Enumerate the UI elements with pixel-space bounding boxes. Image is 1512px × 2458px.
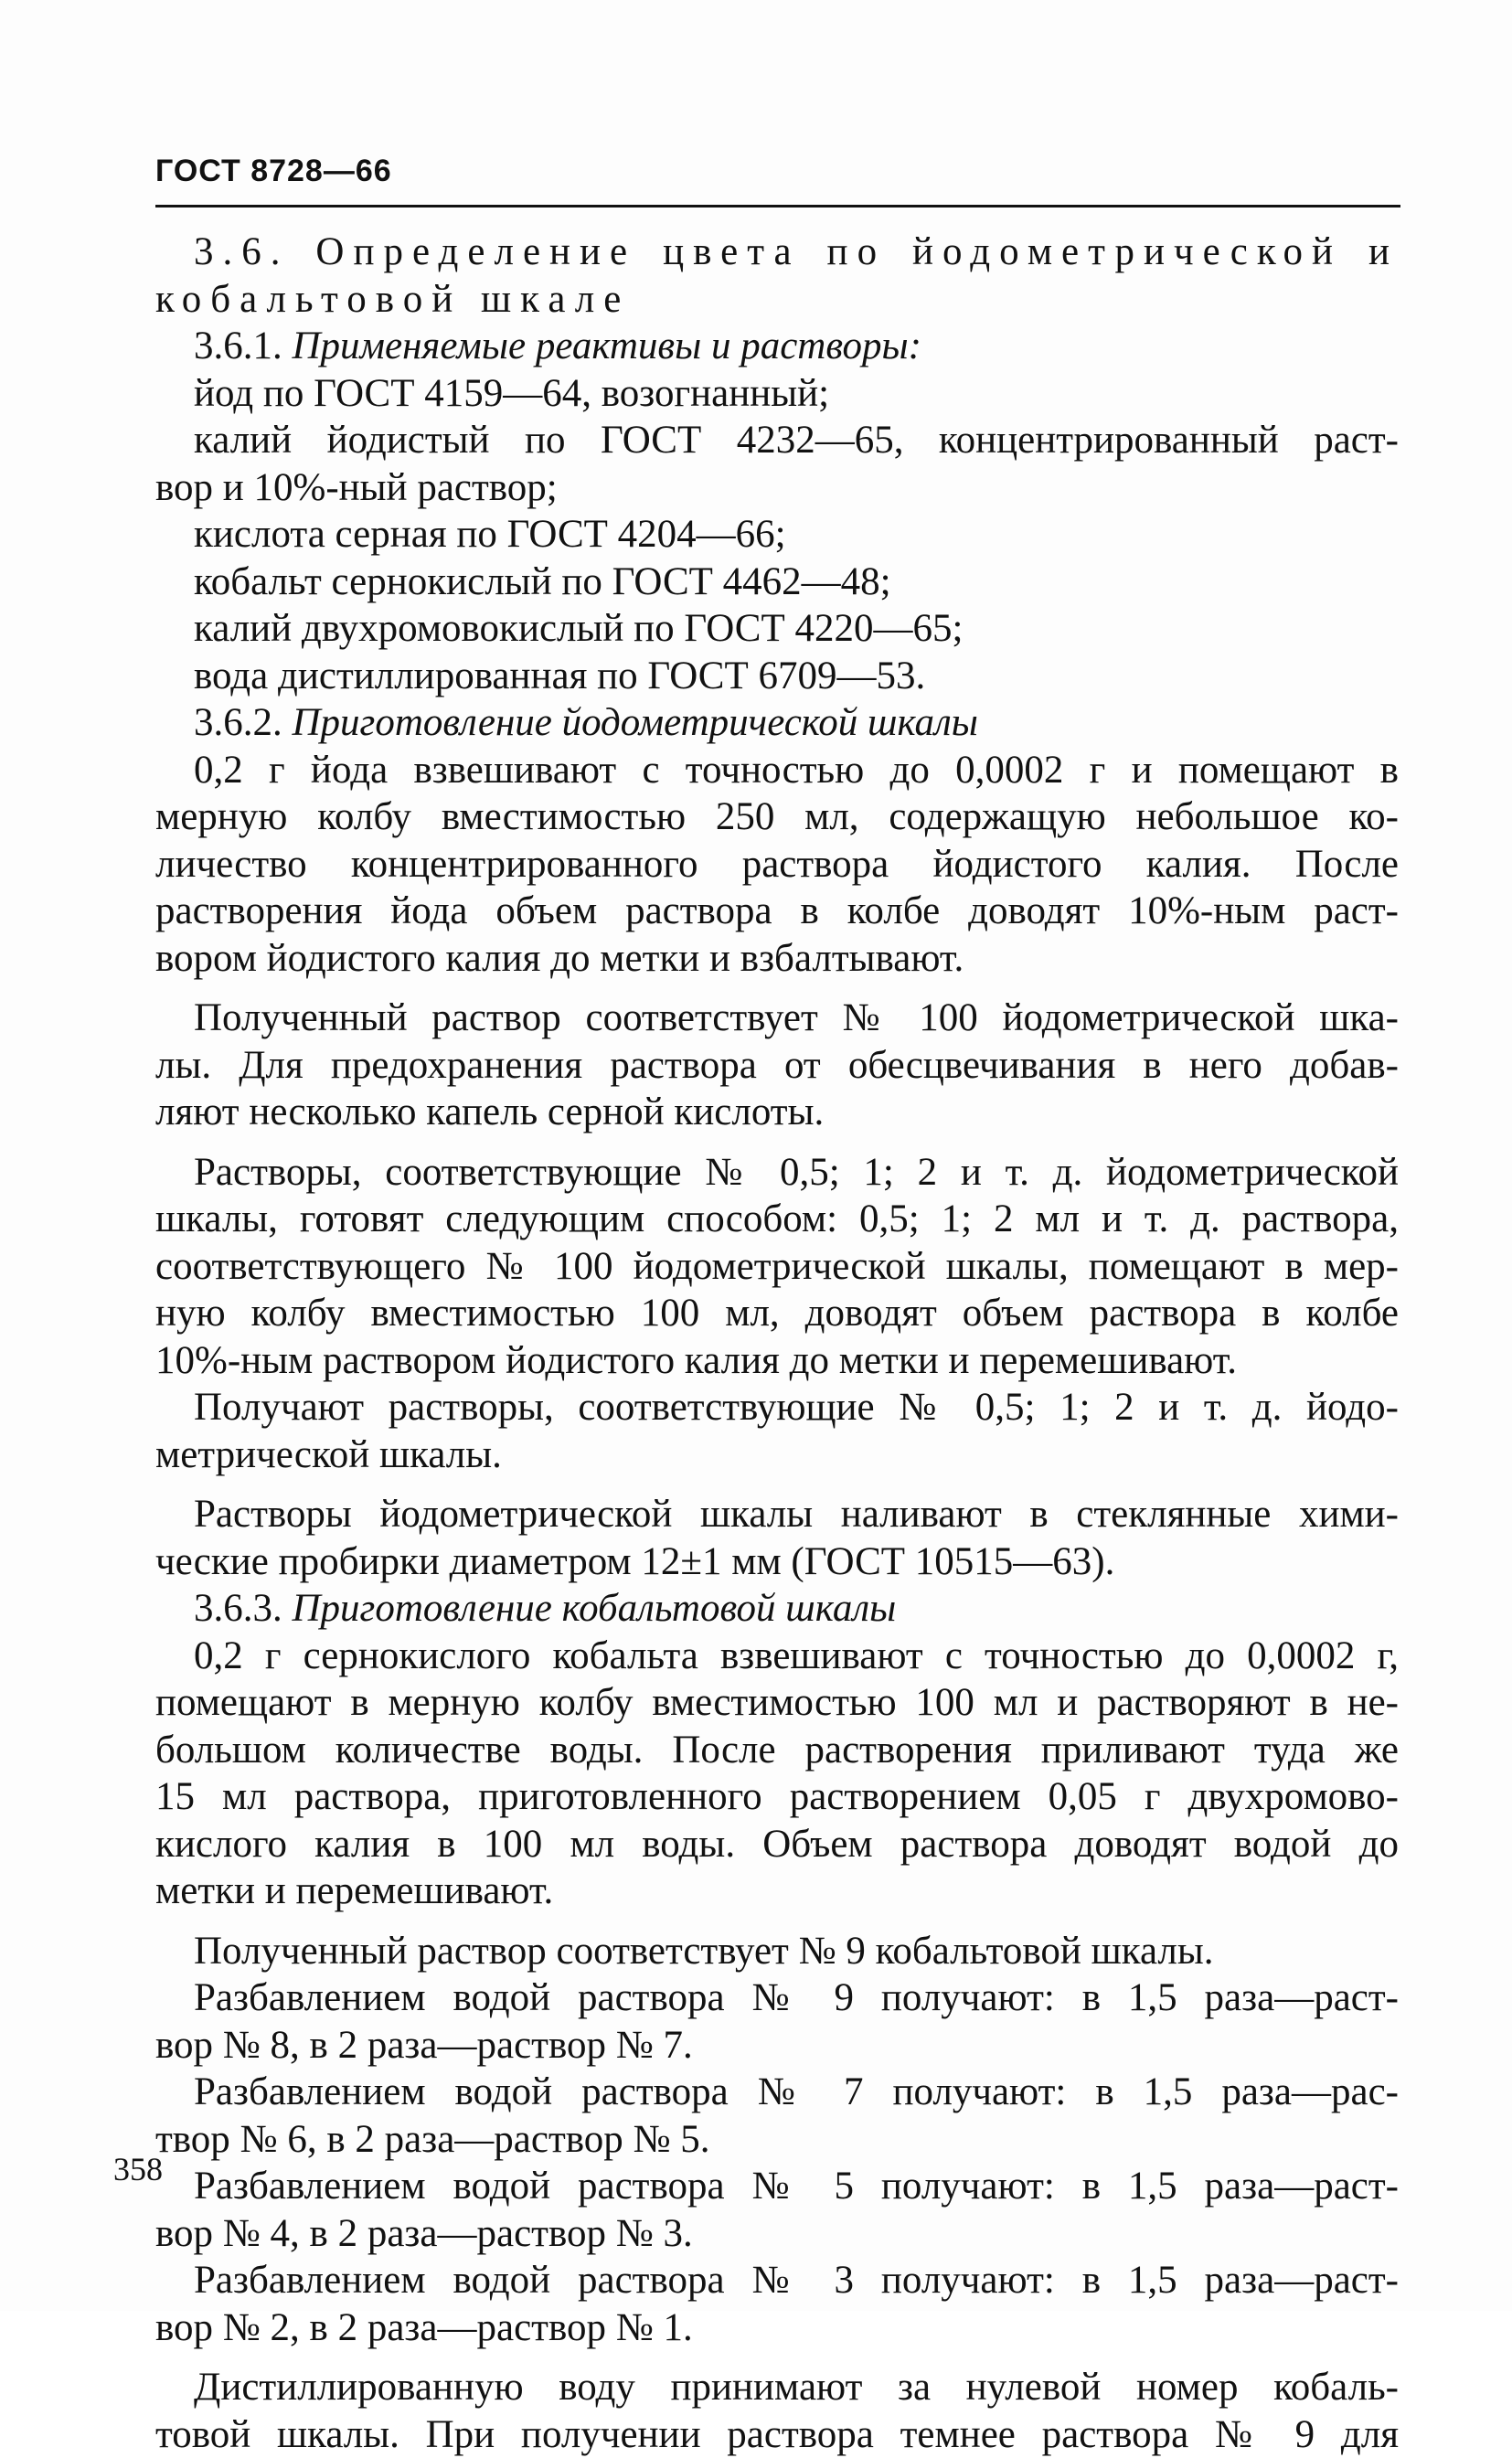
text-line: [155, 2364, 1399, 2411]
text-line-content: метрической шкалы.: [155, 1433, 502, 1476]
text-line-content: вором йодистого калия до метки и взбалтывают.: [155, 937, 964, 980]
text-line-content: большом количестве воды. После растворения приливают туда же: [155, 1729, 1399, 1772]
text-line-content: калий йодистый по ГОСТ 4232—65, концентрированный раст-: [194, 419, 1399, 462]
text-line: [155, 1928, 1399, 1975]
text-line-content: 0,2 г йода взвешивают с точностью до 0,0002 г и помещают в: [194, 749, 1399, 792]
text-line: [155, 370, 1399, 418]
text-line-content: вода дистиллированная по ГОСТ 6709—53.: [194, 654, 925, 697]
text-line: [155, 2304, 1399, 2352]
text-line: [155, 1633, 1399, 1680]
text-line-content: 3.6.2.: [194, 701, 293, 744]
text-line: [155, 511, 1399, 559]
text-line-content: Растворы, соответствующие № 0,5; 1; 2 и т. д. йодометрической: [194, 1151, 1399, 1194]
text-line: [155, 995, 1399, 1042]
text-line: [155, 1089, 1399, 1136]
text-line-content: помещают в мерную колбу вместимостью 100 мл и растворяют в не-: [155, 1681, 1399, 1724]
text-line: [155, 1290, 1399, 1337]
text-line-content: калий двухромовокислый по ГОСТ 4220—65;: [194, 607, 963, 650]
text-line-content: кобальтовой шкале: [155, 278, 630, 321]
text-line: [155, 1867, 1399, 1915]
text-line: [155, 935, 1399, 983]
text-line-content: лы. Для предохранения раствора от обесцвечивания в него добав-: [155, 1044, 1399, 1087]
text-line: [155, 1196, 1399, 1243]
text-line: [155, 1042, 1399, 1090]
text-line: [155, 1149, 1399, 1197]
text-line: [155, 1773, 1399, 1821]
text-line: [155, 2116, 1399, 2164]
text-line: [155, 1243, 1399, 1291]
text-line-content: Разбавлением водой раствора № 7 получают: в 1,5 раза—рас-: [194, 2070, 1399, 2113]
text-line-content: кислого калия в 100 мл воды. Объем раствора доводят водой до: [155, 1823, 1399, 1866]
text-line: [155, 1431, 1399, 1479]
text-line-content: Разбавлением водой раствора № 9 получают: в 1,5 раза—раст-: [194, 1976, 1399, 2019]
text-line: [155, 699, 1399, 747]
text-line: [155, 2411, 1399, 2458]
text-line: [155, 793, 1399, 841]
text-line-content: Разбавлением водой раствора № 3 получают: в 1,5 раза—раст-: [194, 2259, 1399, 2302]
text-line-content: товой шкалы. При получении раствора темнее раствора № 9 для: [155, 2413, 1399, 2456]
document-body: [155, 229, 1399, 2458]
text-line-italic: Приготовление кобальтовой шкалы: [293, 1587, 897, 1630]
text-line-content: 3.6.3.: [194, 1587, 293, 1630]
header-rule: [155, 205, 1400, 207]
text-line: [155, 605, 1399, 653]
text-line-content: вор № 8, в 2 раза—раствор № 7.: [155, 2024, 693, 2067]
text-line-content: личество концентрированного раствора йодистого калия. После: [155, 843, 1399, 886]
text-line: [155, 2022, 1399, 2070]
text-line: [155, 653, 1399, 700]
text-line: [155, 323, 1399, 370]
text-line: [155, 417, 1399, 464]
text-line: [155, 1821, 1399, 1868]
text-line: [155, 1491, 1399, 1538]
text-line-content: 10%-ным раствором йодистого калия до метки и перемешивают.: [155, 1339, 1237, 1382]
text-line: [155, 464, 1399, 512]
text-line-content: Полученный раствор соответствует № 100 йодометрической шка-: [194, 996, 1399, 1039]
text-line-italic: Приготовление йодометрической шкалы: [293, 701, 978, 744]
text-line: [155, 1585, 1399, 1633]
text-line: [155, 1974, 1399, 2022]
text-line-content: Растворы йодометрической шкалы наливают в стеклянные хими-: [194, 1493, 1399, 1536]
page-number: 358: [113, 2150, 163, 2188]
text-line: [155, 1679, 1399, 1727]
text-line-content: 15 мл раствора, приготовленного растворением 0,05 г двухромово-: [155, 1775, 1399, 1818]
text-line: [155, 841, 1399, 888]
text-line: [155, 559, 1399, 606]
text-line-content: шкалы, готовят следующим способом: 0,5; 1; 2 мл и т. д. раствора,: [155, 1197, 1399, 1240]
text-line-content: Полученный раствор соответствует № 9 кобальтовой шкалы.: [194, 1930, 1214, 1973]
text-line-content: растворения йода объем раствора в колбе доводят 10%-ным раст-: [155, 889, 1399, 932]
text-line-content: ческие пробирки диаметром 12±1 мм (ГОСТ 10515—63).: [155, 1540, 1114, 1583]
text-line: [155, 2069, 1399, 2116]
text-line: [155, 2257, 1399, 2304]
text-line-content: ляют несколько капель серной кислоты.: [155, 1091, 824, 1133]
text-line-content: вор № 4, в 2 раза—раствор № 3.: [155, 2212, 693, 2255]
text-line-content: йод по ГОСТ 4159—64, возогнанный;: [194, 372, 829, 415]
text-line-content: твор № 6, в 2 раза—раствор № 5.: [155, 2118, 710, 2161]
text-line-content: Дистиллированную воду принимают за нулевой номер кобаль-: [194, 2366, 1399, 2409]
text-line-content: вор и 10%-ный раствор;: [155, 466, 558, 509]
text-line-content: 3.6.1.: [194, 325, 293, 367]
text-line-content: Разбавлением водой раствора № 5 получают: в 1,5 раза—раст-: [194, 2165, 1399, 2208]
text-line-content: метки и перемешивают.: [155, 1869, 553, 1912]
page-header: ГОСТ 8728—66: [155, 154, 392, 189]
text-line: [155, 2210, 1399, 2258]
text-line-italic: Применяемые реактивы и растворы:: [293, 325, 921, 367]
text-line-content: вор № 2, в 2 раза—раствор № 1.: [155, 2306, 693, 2349]
text-line-content: соответствующего № 100 йодометрической шкалы, помещают в мер-: [155, 1245, 1399, 1288]
text-line-content: ную колбу вместимостью 100 мл, доводят объем раствора в колбе: [155, 1292, 1399, 1335]
text-line-content: 0,2 г сернокислого кобальта взвешивают с точностью до 0,0002 г,: [194, 1634, 1399, 1677]
text-line-content: кислота серная по ГОСТ 4204—66;: [194, 513, 786, 556]
text-line: [155, 1727, 1399, 1774]
text-line: [155, 2163, 1399, 2210]
text-line: [155, 229, 1399, 276]
text-line: [155, 1337, 1399, 1385]
text-line-content: мерную колбу вместимостью 250 мл, содержащую небольшое ко-: [155, 795, 1399, 838]
text-line-content: 3.6. Определение цвета по йодометрической и: [194, 230, 1399, 273]
text-line-content: кобальт сернокислый по ГОСТ 4462—48;: [194, 560, 891, 603]
text-line: [155, 888, 1399, 935]
text-line: [155, 276, 1399, 324]
text-line: [155, 1538, 1399, 1586]
text-line: [155, 747, 1399, 794]
text-line-content: Получают растворы, соответствующие № 0,5; 1; 2 и т. д. йодо-: [194, 1386, 1399, 1429]
text-line: [155, 1384, 1399, 1431]
